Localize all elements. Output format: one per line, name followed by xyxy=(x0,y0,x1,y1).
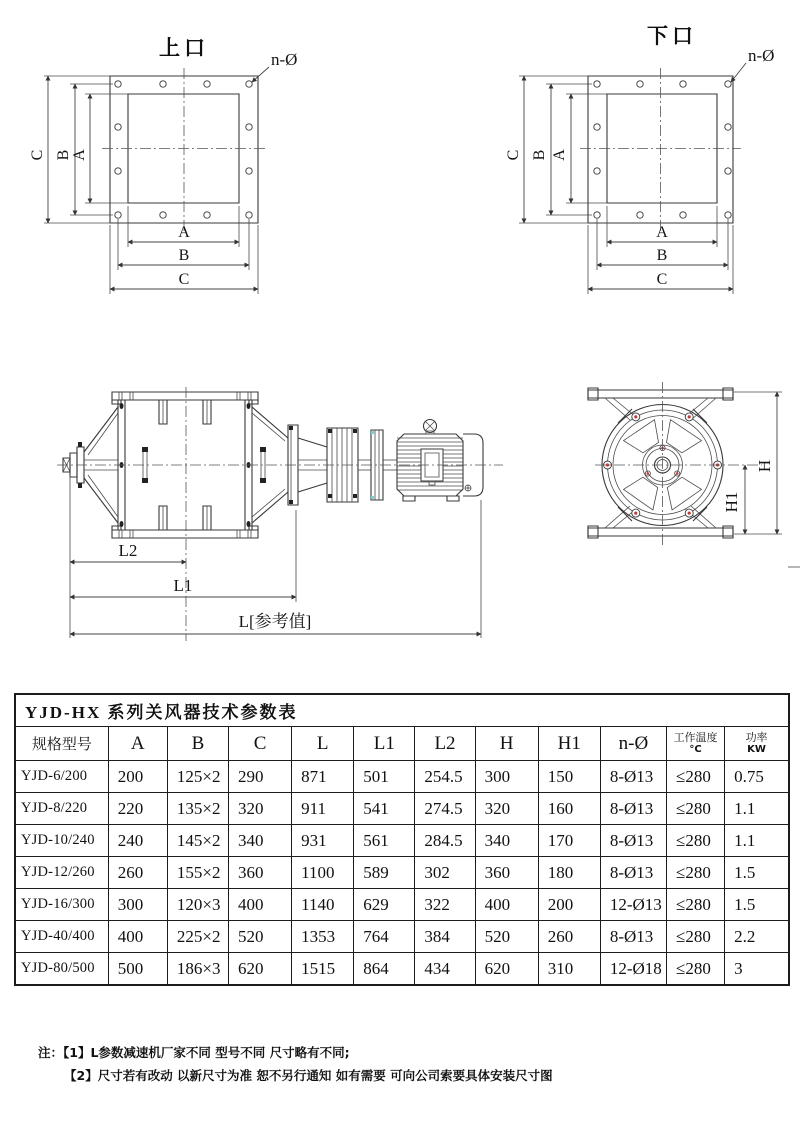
n-phi-label: n-Ø xyxy=(271,50,298,69)
power-unit: KW xyxy=(747,744,766,756)
dimension-h xyxy=(734,392,782,534)
bottom-flange-drawing xyxy=(490,15,800,310)
table-row: YJD-12/260 260 155×2 360 1100 589 302 360 180 8-Ø13 ≤280 1.5 xyxy=(15,857,789,889)
lifting-eyebolt xyxy=(424,420,437,435)
svg-text:C: C xyxy=(505,149,522,161)
temp-unit: °C xyxy=(689,744,702,756)
table-title: YJD-HX 系列关风器技术参数表 xyxy=(15,694,789,727)
drain-plug xyxy=(465,485,471,491)
footnote-line-2: 【2】尺寸若有改动 以新尺寸为准 恕不另行通知 如有需要 可向公司索要具体安装尺寸图 xyxy=(64,1068,553,1083)
table-row: YJD-40/400 400 225×2 520 1353 764 384 520 260 8-Ø13 ≤280 2.2 xyxy=(15,921,789,953)
side-view-drawing xyxy=(55,375,585,645)
n-phi-label: n-Ø xyxy=(748,46,775,65)
col-header-l: L xyxy=(292,727,354,761)
col-header-nphi: n-Ø xyxy=(600,727,666,761)
col-header-a: A xyxy=(108,727,167,761)
bolt-holes xyxy=(594,81,731,218)
svg-text:A: A xyxy=(551,149,568,161)
col-header-h: H xyxy=(475,727,538,761)
dimension-l1 xyxy=(70,510,296,602)
svg-text:H: H xyxy=(755,459,774,473)
col-header-model: 规格型号 xyxy=(15,727,108,761)
table-row: YJD-6/200 200 125×2 290 871 501 254.5 300 150 8-Ø13 ≤280 0.75 xyxy=(15,761,789,793)
paint-mark xyxy=(371,496,374,499)
end-view-drawing xyxy=(585,378,800,573)
table-row: YJD-8/220 220 135×2 320 911 541 274.5 320 160 8-Ø13 ≤280 1.1 xyxy=(15,793,789,825)
dimension-l-reference xyxy=(70,500,481,638)
table-row: YJD-10/240 240 145×2 340 931 561 284.5 340 170 8-Ø13 ≤280 1.1 xyxy=(15,825,789,857)
bolt-callout xyxy=(731,46,774,82)
table-row: YJD-16/300 300 120×3 400 1140 629 322 400 200 12-Ø13 ≤280 1.5 xyxy=(15,889,789,921)
bottom-flange-title: 下口 xyxy=(647,24,697,48)
svg-text:L1: L1 xyxy=(173,576,193,595)
col-header-l1: L1 xyxy=(354,727,415,761)
electric-motor xyxy=(397,420,483,502)
col-header-b: B xyxy=(167,727,228,761)
paint-mark xyxy=(371,431,374,434)
svg-text:C: C xyxy=(178,271,190,288)
col-header-temp xyxy=(667,727,725,761)
top-flange-title: 上口 xyxy=(159,36,209,60)
table-header-row xyxy=(15,727,789,761)
table-row: YJD-80/500 500 186×3 620 1515 864 434 620 310 12-Ø18 ≤280 3 xyxy=(15,953,789,986)
dim-left-A xyxy=(71,94,128,203)
footnotes xyxy=(38,1041,553,1087)
svg-text:A: A xyxy=(71,149,88,161)
dim-left-C xyxy=(29,76,110,223)
top-flange-drawing xyxy=(20,15,320,310)
bolt-holes xyxy=(115,81,252,218)
parameter-table xyxy=(14,693,790,986)
svg-text:A: A xyxy=(656,224,668,241)
col-header-power xyxy=(725,727,789,761)
col-header-l2: L2 xyxy=(415,727,475,761)
footnote-prefix: 注： xyxy=(38,1045,64,1060)
svg-text:C: C xyxy=(29,149,46,161)
svg-text:C: C xyxy=(656,271,668,288)
svg-text:L[参考值]: L[参考值] xyxy=(238,612,312,631)
svg-text:L2: L2 xyxy=(118,541,138,560)
dim-bottom-A xyxy=(607,206,717,247)
bolt-callout xyxy=(252,50,297,82)
dim-bottom-A xyxy=(128,206,239,247)
svg-text:B: B xyxy=(656,247,668,264)
dimension-l2 xyxy=(70,475,186,638)
svg-text:B: B xyxy=(178,247,190,264)
footnote-line-1: 注：【1】L参数减速机厂家不同 型号不同 尺寸略有不同; xyxy=(38,1045,350,1060)
svg-text:B: B xyxy=(531,149,548,161)
dim-left-A xyxy=(551,94,607,203)
centerlines xyxy=(102,68,266,231)
dimension-h1 xyxy=(722,465,745,534)
svg-text:A: A xyxy=(178,224,190,241)
col-header-c: C xyxy=(229,727,292,761)
power-label: 功率 xyxy=(745,730,768,744)
col-header-h1: H1 xyxy=(538,727,600,761)
svg-text:H1: H1 xyxy=(722,491,741,513)
temp-label: 工作温度 xyxy=(673,730,718,744)
dim-left-C xyxy=(505,76,588,223)
svg-text:B: B xyxy=(55,149,72,161)
